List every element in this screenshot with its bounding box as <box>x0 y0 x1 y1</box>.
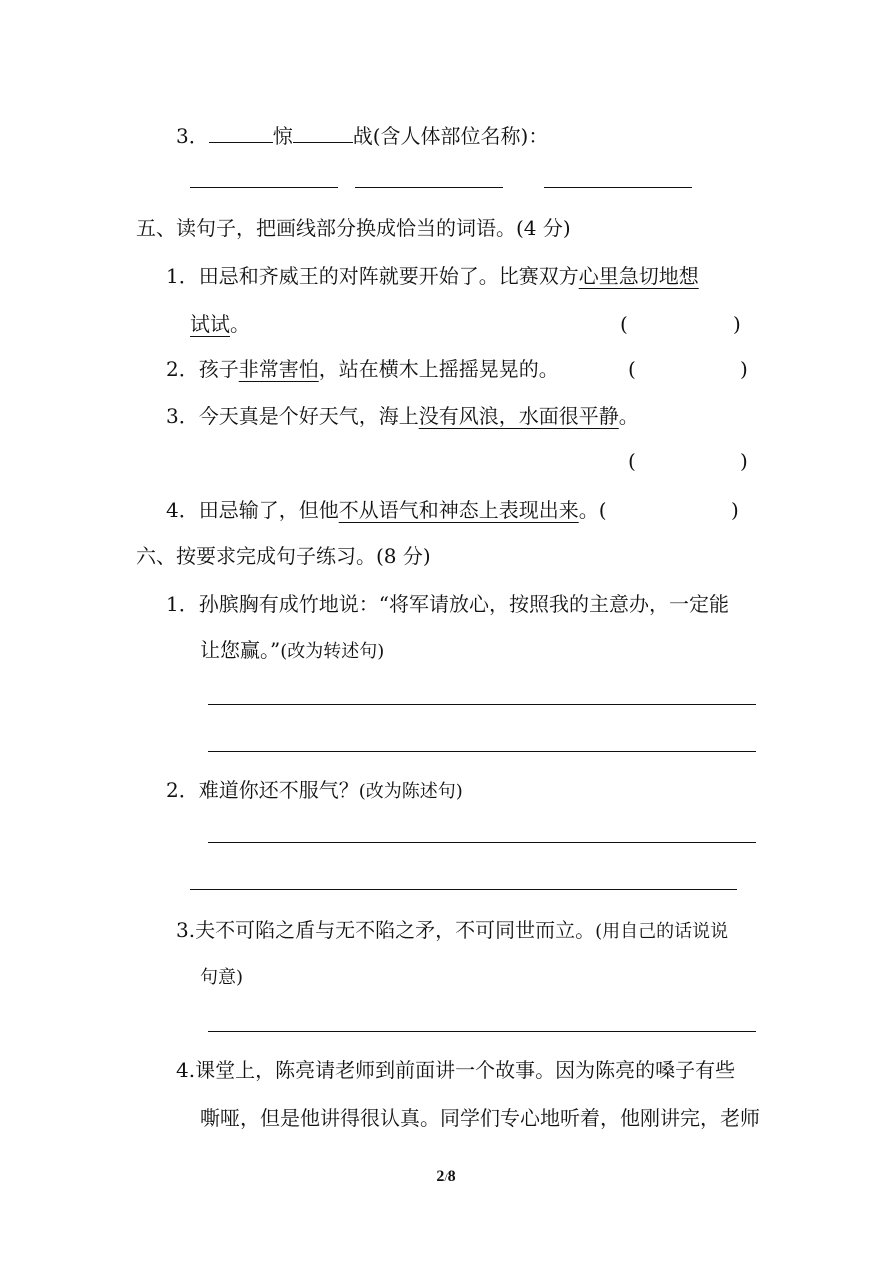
s5-item-1 <box>166 262 699 290</box>
sentence-text: 难道你还不服气？ <box>198 778 359 802</box>
page-number <box>0 1168 892 1186</box>
answer-line[interactable] <box>208 704 756 705</box>
answer-line[interactable] <box>544 187 692 188</box>
answer-line[interactable] <box>208 1031 756 1032</box>
sentence-text: 夫不可陷之盾与无不陷之矛，不可同世而立。 <box>195 918 596 942</box>
sentence-text: 今天真是个好天气，海上 <box>198 404 419 428</box>
q3-char-1: 惊 <box>272 124 293 148</box>
sentence-text: ，站在横木上摇摇晃晃的。 <box>318 357 559 381</box>
s6-item-1 <box>166 590 729 618</box>
answer-line[interactable] <box>355 187 503 188</box>
q3-hint: (含人体部位名称)： <box>372 124 549 148</box>
s6-item-3-cont: 句意) <box>200 967 244 988</box>
answer-paren-close: ) <box>740 449 748 473</box>
answer-paren-open: ( <box>628 357 636 381</box>
instruction-hint: (改为转述句) <box>280 641 385 662</box>
item-number: 3． <box>166 404 199 428</box>
underlined-phrase: 试试 <box>190 312 230 336</box>
s5-item-2 <box>166 355 559 383</box>
sentence-text: 让您赢。” <box>200 638 281 662</box>
section-6-title: 六、按要求完成句子练习。(8 分) <box>136 544 431 568</box>
item-number: 1． <box>166 264 199 288</box>
s6-item-4-cont: 嘶哑，但是他讲得很认真。同学们专心地听着，他刚讲完，老师 <box>200 1106 760 1130</box>
total-pages: 8 <box>447 1168 456 1185</box>
s6-item-2 <box>166 776 463 806</box>
instruction-hint: (改为陈述句) <box>358 781 463 802</box>
underlined-phrase: 心里急切地想 <box>578 264 699 288</box>
sentence-text: 课堂上，陈亮请老师到前面讲一个故事。因为陈亮的嗓子有些 <box>195 1058 736 1082</box>
sentence-text: 田忌输了，但他 <box>198 498 339 522</box>
q3-line <box>176 122 548 150</box>
s6-item-3 <box>176 916 728 946</box>
section-5-title: 五、读句子，把画线部分换成恰当的词语。(4 分) <box>136 216 571 240</box>
q3-char-2: 战 <box>352 124 373 148</box>
answer-paren-open: ( <box>620 312 628 336</box>
sentence-text: 。 <box>618 404 639 428</box>
q3-number: 3． <box>176 124 209 148</box>
sentence-text: 。 <box>230 312 250 336</box>
sentence-text: 田忌和齐威王的对阵就要开始了。比赛双方 <box>198 264 579 288</box>
item-number: 1． <box>166 592 199 616</box>
answer-blank[interactable] <box>209 122 273 143</box>
s5-item-4 <box>166 496 607 524</box>
s5-item-1-cont <box>190 310 250 338</box>
underlined-phrase: 不从语气和神态上表现出来 <box>338 498 579 522</box>
s6-item-4 <box>176 1056 735 1084</box>
item-number: 2． <box>166 778 199 802</box>
answer-line[interactable] <box>190 187 338 188</box>
answer-paren-close: ) <box>733 312 741 336</box>
answer-blank[interactable] <box>293 122 353 143</box>
current-page: 2 <box>436 1168 445 1185</box>
answer-paren-close: ) <box>740 357 748 381</box>
instruction-hint: (用自己的话说说 <box>595 921 729 942</box>
answer-paren-open: ( <box>628 449 636 473</box>
page-separator: / <box>444 1170 448 1184</box>
underlined-phrase: 非常害怕 <box>238 357 319 381</box>
item-number: 3. <box>176 918 196 942</box>
item-number: 4． <box>166 498 199 522</box>
sentence-text: 孙膑胸有成竹地说：“将军请放心，按照我的主意办，一定能 <box>198 592 729 616</box>
sentence-text: 孩子 <box>198 357 239 381</box>
answer-line[interactable] <box>208 751 756 752</box>
answer-line[interactable] <box>208 842 756 843</box>
s5-item-3 <box>166 402 639 430</box>
answer-line[interactable] <box>190 889 737 890</box>
item-number: 2． <box>166 357 199 381</box>
sentence-text: 。( <box>578 498 607 522</box>
answer-paren-close: ) <box>731 498 739 522</box>
underlined-phrase: 没有风浪，水面很平静 <box>418 404 619 428</box>
item-number: 4. <box>176 1058 196 1082</box>
s6-item-1-cont <box>200 636 384 666</box>
